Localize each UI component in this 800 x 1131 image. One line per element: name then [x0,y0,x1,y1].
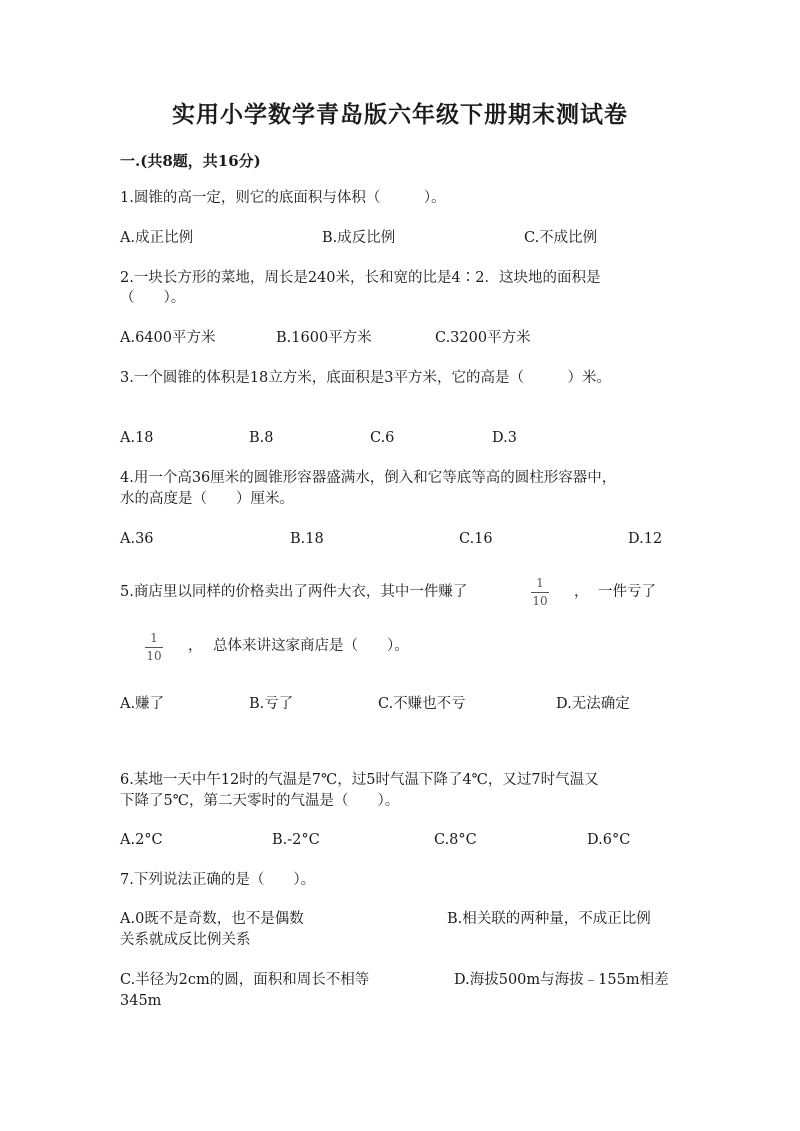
question-5-part3: 总体来讲这家商店是（ ）。 [213,638,409,654]
q4-option-a: A.36 [120,531,154,547]
question-2-line2: （ ）。 [120,290,186,306]
q7-option-a: A.0既不是奇数，也不是偶数 [120,911,304,927]
q7-option-c: C.半径为2cm的圆，面积和周长不相等 [120,972,370,988]
q6-option-b: B.-2°C [272,832,320,848]
q4-option-d: D.12 [628,531,663,547]
q7-option-d-line2: 345m [120,993,162,1009]
q3-option-c: C.6 [370,430,395,446]
q7-option-d-line1: D.海拔500m与海拔﹣155m相差 [454,972,669,988]
page-title: 实用小学数学青岛版六年级下册期末测试卷 [172,101,628,128]
q3-option-b: B.8 [249,430,274,446]
fraction-denominator: 10 [146,649,162,663]
question-1: 1.圆锥的高一定，则它的底面积与体积（ ）。 [120,190,446,206]
q5-option-a: A.赚了 [120,696,165,712]
q4-option-b: B.18 [290,531,324,547]
question-3: 3.一个圆锥的体积是18立方米，底面积是3平方米，它的高是（ ）米。 [120,370,612,386]
q5-option-d: D.无法确定 [556,696,630,712]
question-6-line2: 下降了5℃，第二天零时的气温是（ ）。 [120,793,400,809]
q6-option-a: A.2°C [120,832,163,848]
q3-option-a: A.18 [120,430,154,446]
q5-option-c: C.不赚也不亏 [378,696,466,712]
q3-option-d: D.3 [492,430,517,446]
fraction-bar [145,647,163,648]
fraction-one-tenth-2 [145,632,163,663]
q2-option-b: B.1600平方米 [276,330,372,346]
q6-option-d: D.6°C [587,832,631,848]
q6-option-c: C.8°C [434,832,477,848]
fraction-bar [531,592,549,593]
section-heading: 一.(共8题，共16分) [120,152,261,170]
fraction-one-tenth-1 [531,577,549,608]
question-5-part1: 5.商店里以同样的价格卖出了两件大衣，其中一件赚了 [120,584,468,600]
fraction-denominator: 10 [532,594,548,608]
q5-option-b: B.亏了 [249,696,294,712]
q7-option-b-line1: B.相关联的两种量，不成正比例 [447,911,651,927]
q1-option-c: C.不成比例 [524,230,598,246]
question-4-line2: 水的高度是（ ）厘米。 [120,491,294,507]
q2-option-c: C.3200平方米 [435,330,531,346]
question-7: 7.下列说法正确的是（ ）。 [120,872,316,888]
q4-option-c: C.16 [459,531,493,547]
question-2-line1: 2.一块长方形的菜地，周长是240米，长和宽的比是4∶2．这块地的面积是 [120,270,601,286]
q1-option-b: B.成反比例 [322,230,396,246]
q2-option-a: A.6400平方米 [120,330,216,346]
fraction-numerator: 1 [536,576,544,590]
q1-option-a: A.成正比例 [120,230,194,246]
q7-option-b-line2: 关系就成反比例关系 [120,932,251,948]
question-4-line1: 4.用一个高36厘米的圆锥形容器盛满水，倒入和它等底等高的圆柱形容器中， [120,470,617,486]
fraction-numerator: 1 [150,631,158,645]
question-5-comma1: ， [574,584,589,600]
question-5-part2: 一件亏了 [598,584,656,600]
question-5-comma2: ， [188,638,203,654]
question-6-line1: 6.某地一天中午12时的气温是7℃，过5时气温下降了4℃，又过7时气温又 [120,772,599,788]
